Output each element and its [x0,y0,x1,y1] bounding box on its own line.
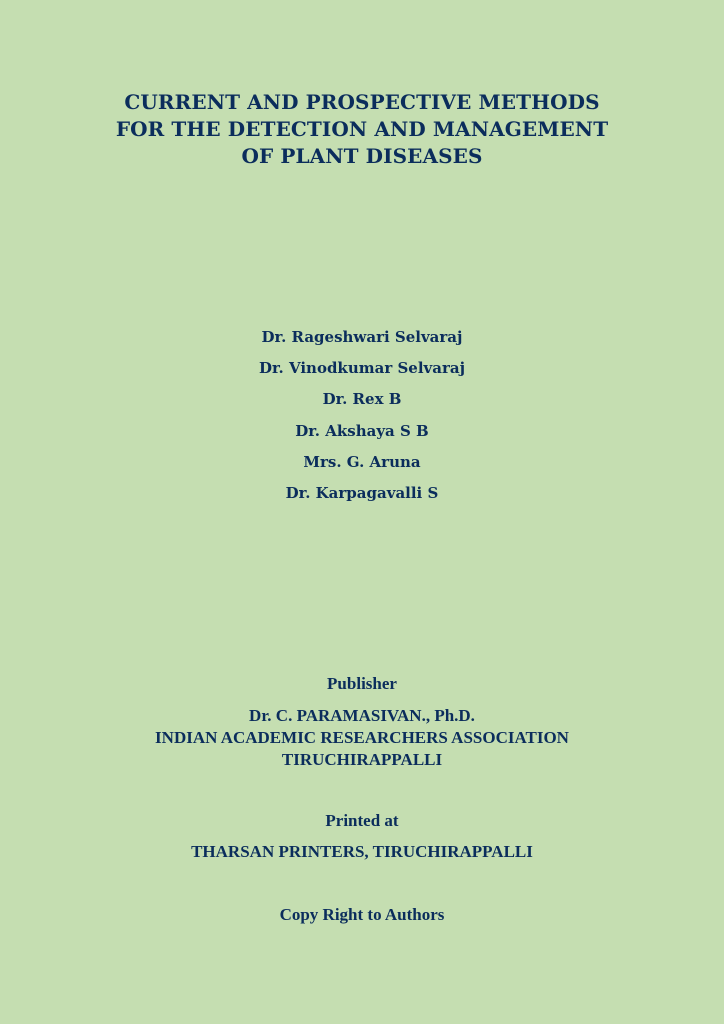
title-line: FOR THE DETECTION AND MANAGEMENT [115,117,609,141]
author-name: Mrs. G. Aruna [303,452,421,471]
printer-heading: Printed at [325,811,399,830]
author-name: Dr. Vinodkumar Selvaraj [258,359,466,378]
author-name: Dr. Akshaya S B [295,421,429,440]
publisher-city: TIRUCHIRAPPALLI [281,750,443,769]
author-name: Dr. Karpagavalli S [285,483,439,502]
printer-heading-block [0,810,724,832]
author-list [0,326,724,513]
printer-name: THARSAN PRINTERS, TIRUCHIRAPPALLI [191,842,533,861]
publisher-organization: INDIAN ACADEMIC RESEARCHERS ASSOCIATION [155,728,569,747]
title-line: OF PLANT DISEASES [241,144,483,168]
title-line: CURRENT AND PROSPECTIVE METHODS [124,90,600,114]
copyright-block [0,904,724,926]
publisher-name: Dr. C. PARAMASIVAN., Ph.D. [249,706,475,725]
author-name: Dr. Rageshwari Selvaraj [261,328,463,346]
author-name: Dr. Rex B [322,390,402,409]
printer-details [0,841,724,863]
copyright-notice: Copy Right to Authors [279,905,445,924]
publisher-heading-block [0,673,724,695]
publisher-details [0,705,724,771]
book-title [0,89,724,170]
publisher-heading: Publisher [327,674,397,693]
